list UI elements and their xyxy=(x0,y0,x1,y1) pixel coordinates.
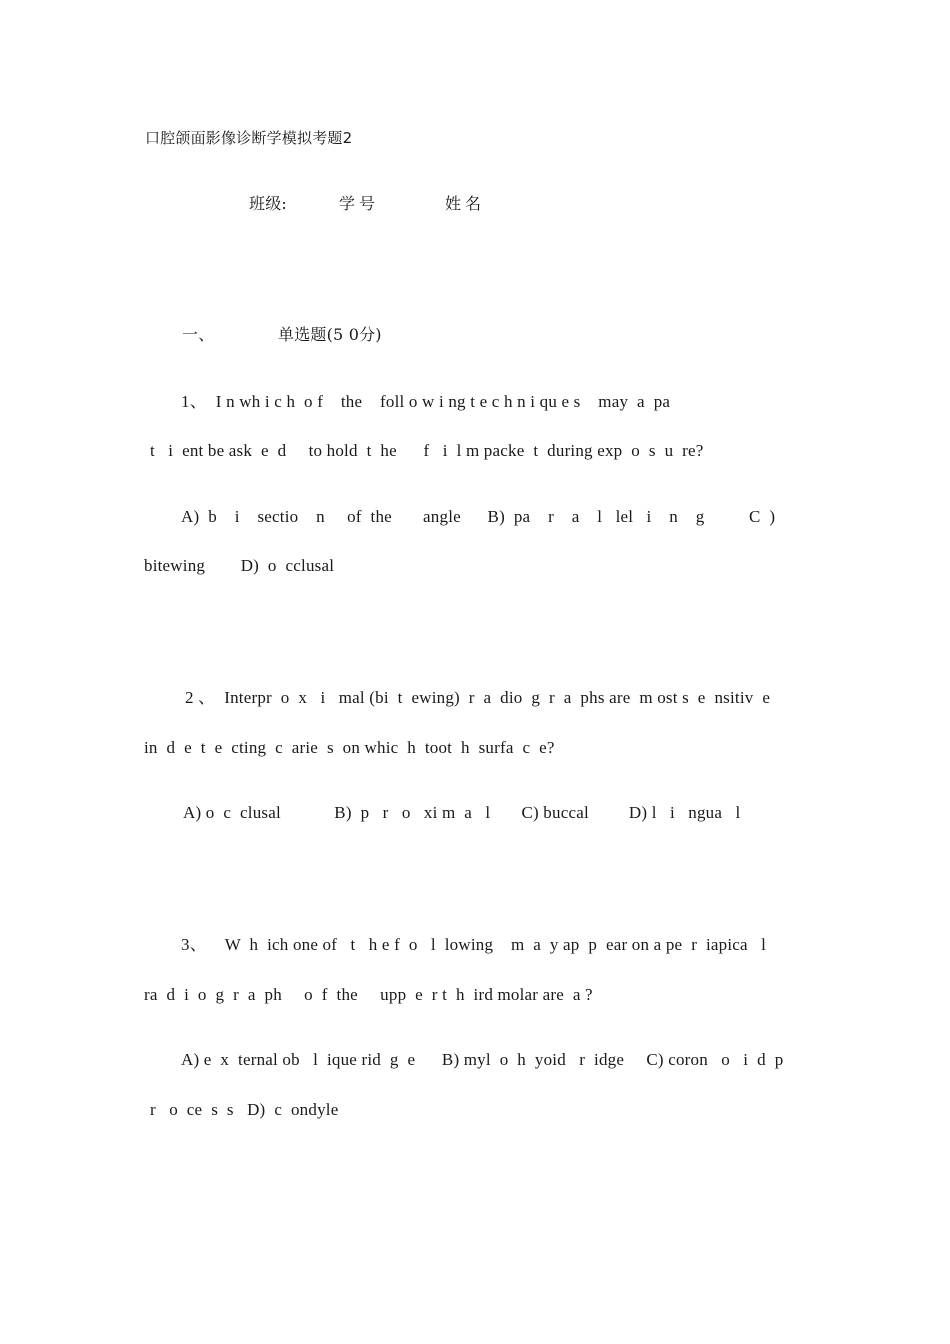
question-1-options-line-2: bitewing D) o cclusal xyxy=(144,556,335,575)
document-title: 口腔颌面影像诊断学模拟考题2 xyxy=(145,129,353,147)
name-label: 姓名 xyxy=(445,194,486,213)
question-3-text-line-1: 3、 W h ich one of t h e f o l lowing m a y ap p ear on a pe r iapica l xyxy=(181,935,767,954)
question-3-text-line-2: ra d i o g r a ph o f the upp e r t h ird molar are a ? xyxy=(144,985,593,1004)
question-2-text-line-1: 2 、 Interpr o x i mal (bi t ewing) r a dio g r a phs are m ost s e nsitiv e xyxy=(185,688,771,707)
question-2-text-line-2: in d e t e cting c arie s on whic h toot h surfa c e? xyxy=(144,738,555,757)
question-2-options-line-1: A) o c clusal B) p r o xi m a l C) buccal D) l i ngua l xyxy=(183,803,741,822)
student-id-label: 学号 xyxy=(339,194,380,213)
question-1-text-line-2: t i ent be ask e d to hold t he f i l m packe t during exp o s u re? xyxy=(150,441,704,460)
class-label: 班级: xyxy=(249,194,287,213)
question-1-text-line-1: 1、 I n wh i c h o f the foll o w i ng t e c h n i qu e s may a pa xyxy=(181,392,671,411)
question-3-options-line-1: A) e x ternal ob l ique rid g e B) myl o h yoid r idge C) coron o i d p xyxy=(181,1050,784,1069)
section-heading: 单选题(5 0分) xyxy=(278,325,382,344)
section-number: 一、 xyxy=(182,325,215,344)
question-3-options-line-2: r o ce s s D) c ondyle xyxy=(150,1100,339,1119)
question-1-options-line-1: A) b i sectio n of the angle B) pa r a l lel i n g C ) xyxy=(181,507,776,526)
